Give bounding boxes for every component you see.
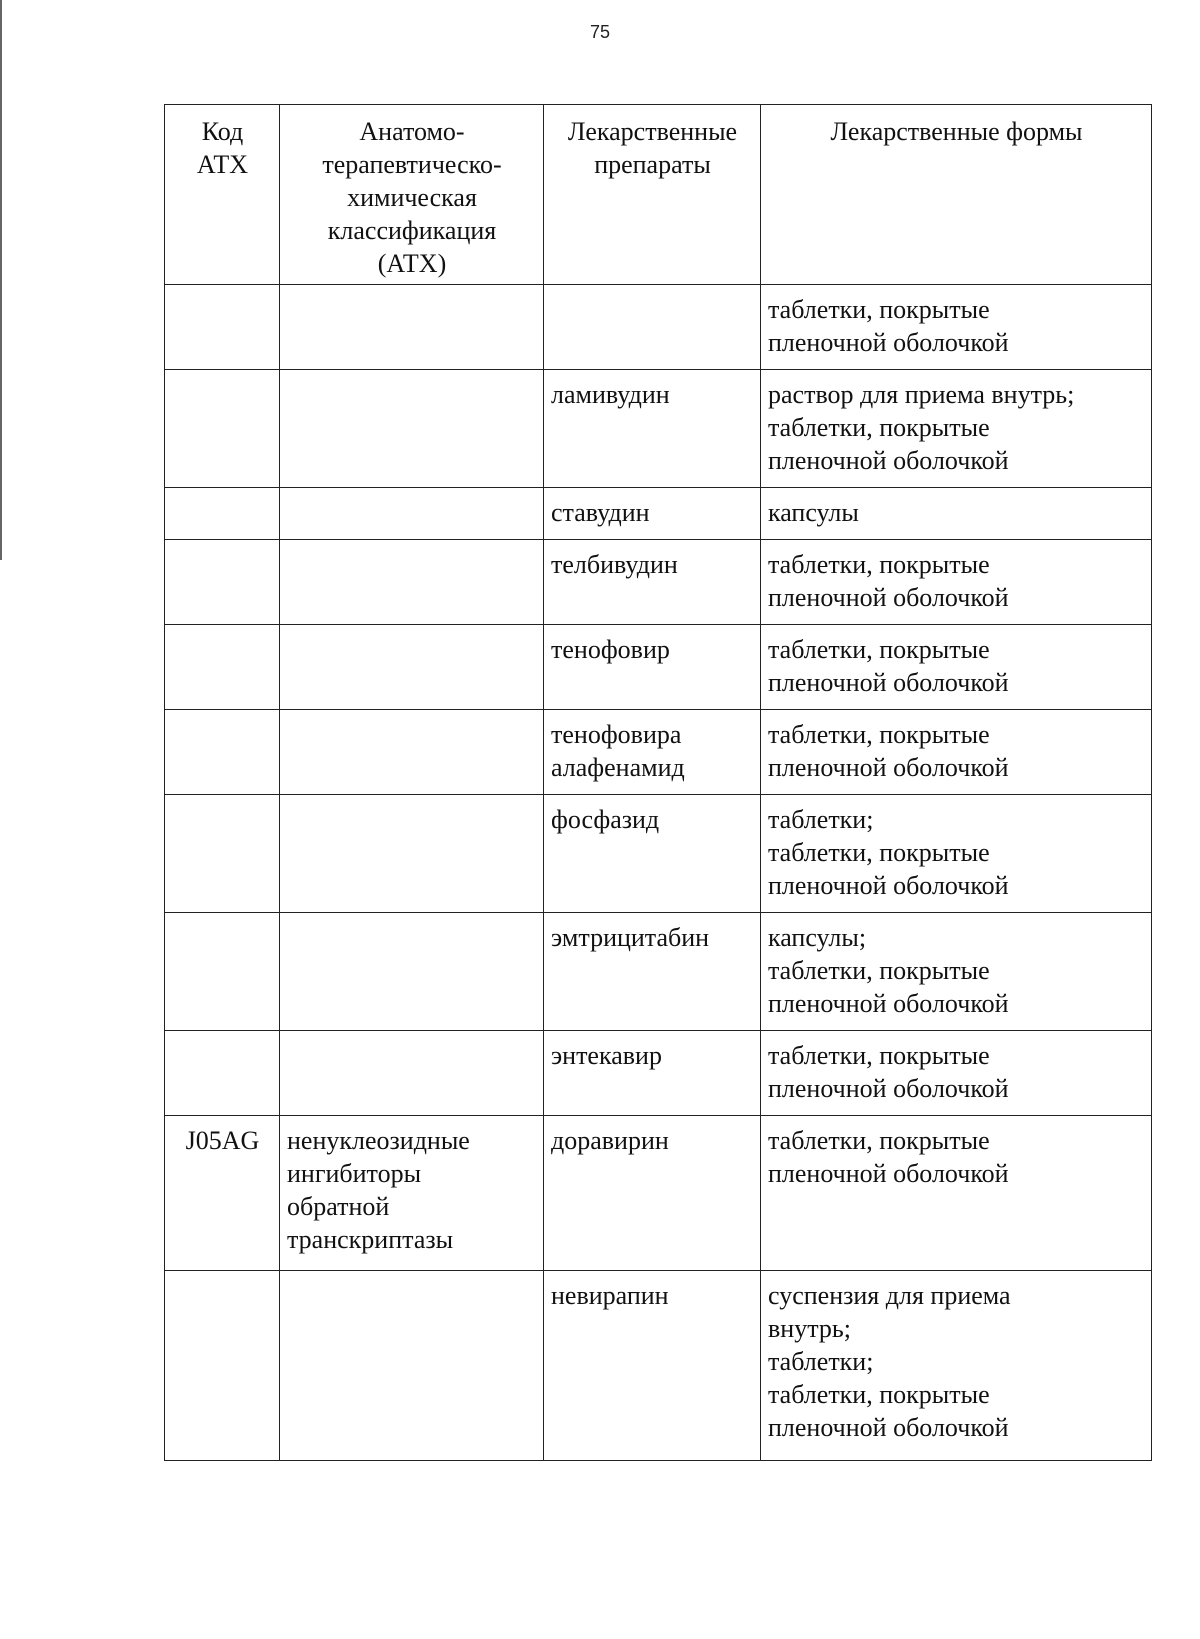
cell-atc-code — [165, 285, 280, 370]
table-row — [165, 710, 1152, 795]
cell-drug: тенофовира алафенамид — [544, 710, 761, 795]
cell-classification — [280, 488, 544, 540]
cell-classification — [280, 370, 544, 488]
cell-atc-code — [165, 488, 280, 540]
table-row — [165, 1116, 1152, 1271]
cell-dosage-form: капсулы; таблетки, покрытые пленочной оболочкой — [761, 913, 1152, 1031]
cell-dosage-form: таблетки, покрытые пленочной оболочкой — [761, 540, 1152, 625]
cell-atc-code — [165, 913, 280, 1031]
cell-atc-code — [165, 370, 280, 488]
cell-drug: эмтрицитабин — [544, 913, 761, 1031]
cell-classification — [280, 795, 544, 913]
cell-atc-code — [165, 1031, 280, 1116]
table-row — [165, 625, 1152, 710]
atc-drug-table — [164, 104, 1152, 1461]
table-row — [165, 540, 1152, 625]
cell-atc-code — [165, 1271, 280, 1461]
table-row — [165, 285, 1152, 370]
header-atc-code: Код АТХ — [165, 105, 280, 285]
cell-drug: тенофовир — [544, 625, 761, 710]
cell-atc-code — [165, 710, 280, 795]
cell-dosage-form: таблетки, покрытые пленочной оболочкой — [761, 625, 1152, 710]
cell-dosage-form: таблетки, покрытые пленочной оболочкой — [761, 710, 1152, 795]
cell-dosage-form: таблетки, покрытые пленочной оболочкой — [761, 285, 1152, 370]
cell-dosage-form: таблетки, покрытые пленочной оболочкой — [761, 1031, 1152, 1116]
cell-drug: невирапин — [544, 1271, 761, 1461]
cell-drug: доравирин — [544, 1116, 761, 1271]
cell-classification — [280, 625, 544, 710]
cell-classification — [280, 1271, 544, 1461]
cell-dosage-form: раствор для приема внутрь; таблетки, покрытые пленочной оболочкой — [761, 370, 1152, 488]
table-row — [165, 1271, 1152, 1461]
cell-classification — [280, 710, 544, 795]
cell-drug: энтекавир — [544, 1031, 761, 1116]
header-atc-classification: Анатомо- терапевтическо- химическая классификация (АТХ) — [280, 105, 544, 285]
cell-atc-code — [165, 795, 280, 913]
table-header-row — [165, 105, 1152, 285]
cell-dosage-form: таблетки, покрытые пленочной оболочкой — [761, 1116, 1152, 1271]
cell-drug: ламивудин — [544, 370, 761, 488]
cell-classification — [280, 913, 544, 1031]
scan-edge — [0, 0, 4, 560]
cell-atc-code — [165, 625, 280, 710]
cell-dosage-form: капсулы — [761, 488, 1152, 540]
cell-dosage-form: суспензия для приема внутрь; таблетки; таблетки, покрытые пленочной оболочкой — [761, 1271, 1152, 1461]
table-row — [165, 913, 1152, 1031]
cell-drug — [544, 285, 761, 370]
header-drugs: Лекарственные препараты — [544, 105, 761, 285]
cell-classification — [280, 1031, 544, 1116]
cell-drug: фосфазид — [544, 795, 761, 913]
cell-atc-code — [165, 540, 280, 625]
cell-drug: ставудин — [544, 488, 761, 540]
cell-atc-code: J05AG — [165, 1116, 280, 1271]
page-number: 75 — [589, 22, 611, 42]
table-row — [165, 488, 1152, 540]
cell-drug: телбивудин — [544, 540, 761, 625]
cell-classification — [280, 285, 544, 370]
table-row — [165, 1031, 1152, 1116]
cell-classification: ненуклеозидные ингибиторы обратной транскриптазы — [280, 1116, 544, 1271]
header-dosage-forms: Лекарственные формы — [761, 105, 1152, 285]
cell-dosage-form: таблетки; таблетки, покрытые пленочной оболочкой — [761, 795, 1152, 913]
table-row — [165, 370, 1152, 488]
table-row — [165, 795, 1152, 913]
cell-classification — [280, 540, 544, 625]
